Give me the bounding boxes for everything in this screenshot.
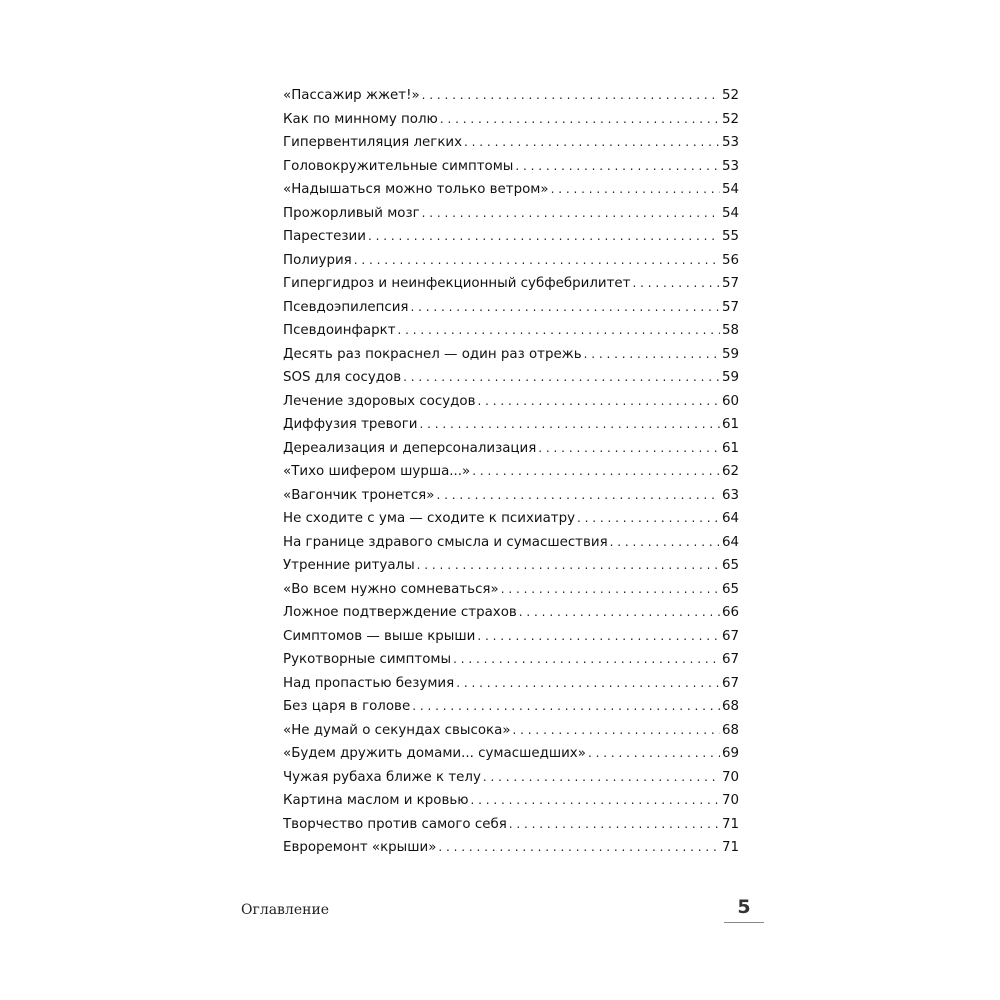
toc-entry-page: 54 <box>721 205 739 221</box>
toc-dot-leader <box>438 836 720 860</box>
toc-dot-leader <box>478 390 720 414</box>
toc-entry <box>283 343 739 367</box>
toc-entry <box>283 202 739 226</box>
toc-entry-title: Гипервентиляция легких <box>283 135 463 150</box>
toc-entry <box>283 84 739 108</box>
toc-entry-page: 68 <box>721 699 739 714</box>
toc-entry <box>283 155 739 179</box>
toc-entry-page: 61 <box>721 440 739 456</box>
toc-entry-page: 71 <box>721 840 739 855</box>
toc-entry-title: Евроремонт «крыши» <box>283 840 437 855</box>
toc-entry-title: Не сходите с ума — сходите к психиатру <box>283 511 576 526</box>
toc-dot-leader <box>417 554 720 578</box>
toc-entry <box>283 249 739 273</box>
toc-entry-title: «Не думай о секундах свысока» <box>283 722 511 738</box>
toc-dot-leader <box>440 108 720 132</box>
toc-entry-page: 63 <box>721 487 739 503</box>
toc-entry-title: Без царя в голове <box>283 699 411 714</box>
toc-entry-page: 60 <box>721 393 739 409</box>
toc-dot-leader <box>584 343 720 367</box>
toc-entry-page: 65 <box>721 581 739 597</box>
toc-entry-page: 70 <box>721 793 739 808</box>
toc-dot-leader <box>354 249 720 273</box>
toc-entry <box>283 672 739 696</box>
toc-dot-leader <box>398 319 720 343</box>
toc-entry-page: 64 <box>721 511 739 526</box>
toc-entry <box>283 836 739 860</box>
toc-entry <box>283 484 739 508</box>
toc-entry-page: 62 <box>721 464 739 479</box>
toc-entry <box>283 366 739 390</box>
toc-entry-title: Головокружительные симптомы <box>283 158 514 174</box>
toc-entry-title: Десять раз покраснел — один раз отрежь <box>283 346 582 362</box>
toc-dot-leader <box>519 601 720 625</box>
toc-entry-page: 53 <box>721 158 739 174</box>
toc-dot-leader <box>483 766 720 790</box>
toc-entry-title: «Тихо шифером шурша...» <box>283 464 471 479</box>
toc-entry-page: 64 <box>721 534 739 550</box>
toc-entry <box>283 789 739 813</box>
toc-dot-leader <box>422 84 720 108</box>
running-footer-section-title: Оглавление <box>241 902 330 918</box>
toc-entry-title: Над пропастью безумия <box>283 675 455 691</box>
toc-dot-leader <box>477 625 720 649</box>
toc-entry-page: 67 <box>721 628 739 644</box>
toc-entry-title: SOS для сосудов <box>283 370 402 385</box>
toc-entry-title: Творчество против самого себя <box>283 816 507 832</box>
toc-dot-leader <box>538 437 720 461</box>
page-number: 5 <box>724 896 764 923</box>
toc-entry-page: 52 <box>721 111 739 127</box>
toc-entry <box>283 813 739 837</box>
toc-dot-leader <box>422 202 720 226</box>
toc-dot-leader <box>610 531 720 555</box>
toc-dot-leader <box>577 507 720 531</box>
toc-entry-title: Полиурия <box>283 252 352 268</box>
toc-entry-title: Диффузия тревоги <box>283 417 418 432</box>
toc-entry-title: Картина маслом и кровью <box>283 793 469 808</box>
toc-entry <box>283 507 739 531</box>
toc-entry <box>283 601 739 625</box>
table-of-contents <box>283 84 739 860</box>
toc-dot-leader <box>412 695 720 719</box>
toc-dot-leader <box>515 155 720 179</box>
toc-entry-page: 57 <box>721 276 739 291</box>
toc-entry <box>283 413 739 437</box>
toc-entry-page: 67 <box>721 652 739 667</box>
toc-dot-leader <box>419 413 719 437</box>
toc-entry <box>283 531 739 555</box>
toc-entry <box>283 225 739 249</box>
toc-entry-page: 54 <box>721 182 739 197</box>
toc-entry-page: 53 <box>721 135 739 150</box>
toc-entry-page: 70 <box>721 769 739 785</box>
toc-entry <box>283 695 739 719</box>
toc-dot-leader <box>632 272 719 296</box>
toc-entry-title: Парестезии <box>283 229 366 244</box>
toc-entry-page: 61 <box>721 417 739 432</box>
toc-dot-leader <box>464 131 720 155</box>
toc-entry-title: Чужая рубаха ближе к телу <box>283 769 481 785</box>
toc-entry <box>283 390 739 414</box>
toc-entry-title: «Надышаться можно только ветром» <box>283 182 549 197</box>
toc-entry-page: 59 <box>721 346 739 362</box>
toc-entry <box>283 554 739 578</box>
toc-entry <box>283 578 739 602</box>
toc-entry-title: «Будем дружить домами... сумасшедших» <box>283 746 586 761</box>
toc-entry-title: Дереализация и деперсонализация <box>283 440 537 456</box>
toc-entry-page: 69 <box>721 746 739 761</box>
toc-entry <box>283 108 739 132</box>
toc-dot-leader <box>436 484 720 508</box>
toc-dot-leader <box>453 648 720 672</box>
toc-dot-leader <box>513 719 720 743</box>
toc-entry <box>283 719 739 743</box>
toc-entry-page: 65 <box>721 558 739 573</box>
toc-entry-page: 55 <box>721 229 739 244</box>
toc-entry <box>283 742 739 766</box>
toc-entry <box>283 648 739 672</box>
toc-dot-leader <box>509 813 720 837</box>
toc-entry-title: «Пассажир жжет!» <box>283 88 420 103</box>
toc-entry <box>283 131 739 155</box>
toc-entry-title: На границе здравого смысла и сумасшествия <box>283 534 608 550</box>
toc-dot-leader <box>551 178 720 202</box>
toc-dot-leader <box>456 672 720 696</box>
toc-entry <box>283 296 739 320</box>
toc-entry-page: 52 <box>721 88 739 103</box>
toc-dot-leader <box>471 789 720 813</box>
toc-entry-title: «Вагончик тронется» <box>283 487 435 503</box>
toc-dot-leader <box>368 225 720 249</box>
toc-entry-page: 57 <box>721 299 739 315</box>
toc-entry-page: 67 <box>721 675 739 691</box>
toc-entry-title: Псевдоэпилепсия <box>283 299 409 315</box>
toc-dot-leader <box>411 296 720 320</box>
toc-entry <box>283 437 739 461</box>
toc-entry <box>283 625 739 649</box>
toc-dot-leader <box>472 460 720 484</box>
toc-entry-page: 71 <box>721 816 739 832</box>
toc-entry-page: 56 <box>721 252 739 268</box>
toc-entry <box>283 319 739 343</box>
toc-entry-title: «Во всем нужно сомневаться» <box>283 581 499 597</box>
toc-entry-title: Утренние ритуалы <box>283 558 415 573</box>
toc-dot-leader <box>403 366 720 390</box>
toc-entry-page: 68 <box>721 722 739 738</box>
toc-entry-title: Прожорливый мозг <box>283 205 420 221</box>
toc-entry-title: Лечение здоровых сосудов <box>283 393 476 409</box>
toc-entry-title: Как по минному полю <box>283 111 438 127</box>
toc-entry <box>283 178 739 202</box>
toc-entry-title: Рукотворные симптомы <box>283 652 452 667</box>
toc-entry <box>283 272 739 296</box>
toc-entry-title: Симптомов — выше крыши <box>283 628 476 644</box>
toc-entry-page: 66 <box>721 605 739 620</box>
toc-entry-title: Ложное подтверждение страхов <box>283 605 517 620</box>
toc-dot-leader <box>588 742 720 766</box>
toc-entry-title: Псевдоинфаркт <box>283 323 396 338</box>
toc-entry <box>283 460 739 484</box>
toc-entry-page: 58 <box>721 323 739 338</box>
toc-entry-page: 59 <box>721 370 739 385</box>
toc-entry-title: Гипергидроз и неинфекционный субфебрилитет <box>283 276 631 291</box>
toc-entry <box>283 766 739 790</box>
toc-dot-leader <box>501 578 720 602</box>
